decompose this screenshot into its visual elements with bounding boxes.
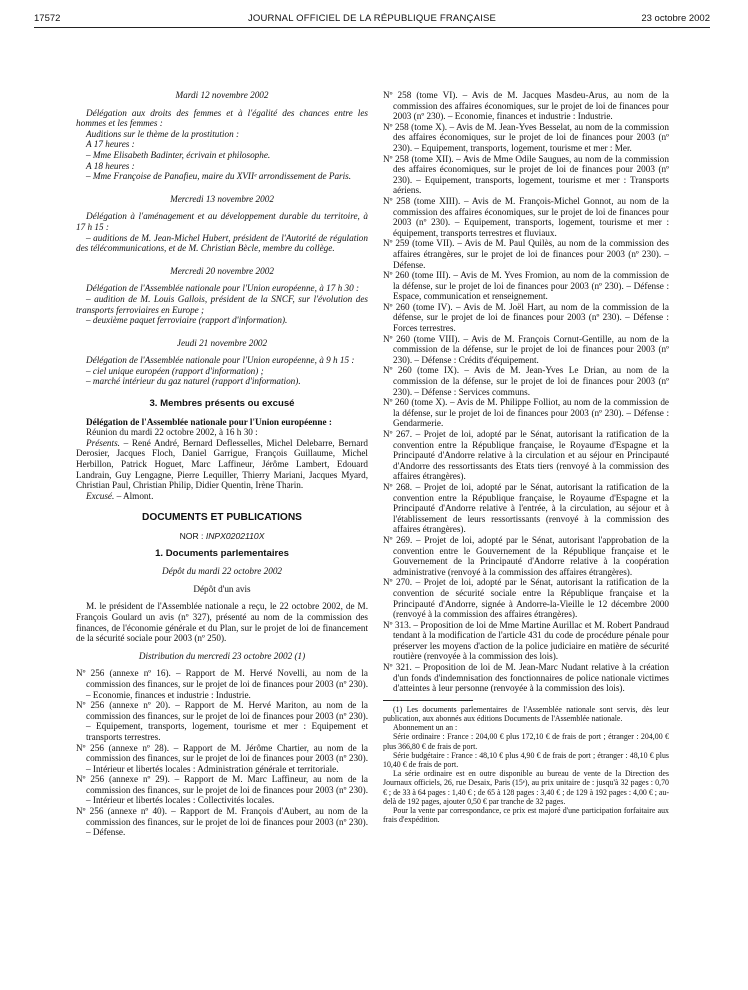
reunion-line: Réunion du mardi 22 octobre 2002, à 16 h 30 :	[86, 427, 258, 438]
page-number: 17572	[34, 13, 61, 24]
section1-heading: 1. Documents parlementaires	[155, 547, 289, 559]
depot-date: Dépôt du mardi 22 octobre 2002	[161, 566, 283, 577]
nor-value: INPX0202110X	[205, 531, 265, 541]
agenda-date: Mercredi 20 novembre 2002	[170, 265, 274, 276]
right-entries	[383, 90, 669, 694]
presents-label: Présents.	[86, 437, 120, 448]
agenda-line: A 17 heures :	[86, 139, 135, 150]
footnote-vente: La série ordinaire est en outre disponible au bureau de vente de la Direction des Journaux officiels, 26, rue Desaix, Paris (15ᵉ), au prix unitaire de : jusqu'à 32 pages : 0,70 € ; de 33 à 64 pages : 1,40 € ; de 65 à 128 pages : 3,40 € ; de 129 à 192 pages : 4,00 € ; au-delà de 192 pages, ajouter 0,50 € par tranche de 32 pages.	[383, 769, 669, 806]
document-entry: Nº 270. – Projet de loi, adopté par le Sénat, autorisant la ratification de la convention de sécurité sociale entre la République française et la Principauté d'Andorre, signée à Andorre-la-Vieille le 12 décembre 2000 (renvoyé à la commission des affaires étrangères).	[383, 577, 669, 620]
agenda-item: – auditions de M. Jean-Michel Hubert, président de l'Autorité de régulation des télécommunications, et de M. Christian Bècle, membre du collège.	[76, 232, 368, 254]
document-entry: Nº 258 (tome XIII). – Avis de M. François-Michel Gonnot, au nom de la commission des affaires économiques, sur le projet de loi de finances pour 2003 (nº 230). – Equipement, transports, logement, tourisme et mer : équipement, transports terrestres et fluviaux.	[383, 195, 669, 238]
journal-title: JOURNAL OFFICIEL DE LA RÉPUBLIQUE FRANÇAISE	[247, 13, 497, 24]
document-entry: Nº 258 (tome XII). – Avis de Mme Odile Saugues, au nom de la commission des affaires économiques, sur le projet de loi de finances pour 2003 (nº 230). – Equipement, transports, logement, tourisme et mer : Transports aériens.	[383, 153, 669, 196]
presents-paragraph	[76, 438, 368, 491]
section3-heading: 3. Membres présents ou excusé	[149, 398, 295, 410]
agenda-heading: Délégation de l'Assemblée nationale pour l'Union européenne, à 17 h 30 :	[86, 283, 360, 294]
excuse-text: – Almont.	[114, 490, 154, 501]
agenda-item: – marché intérieur du gaz naturel (rapport d'information).	[86, 376, 301, 387]
footnote-serie-ordinaire: Série ordinaire : France : 204,00 € plus 172,10 € de frais de port ; étranger : 204,00 € plus 366,80 € de frais de port.	[383, 732, 669, 751]
document-entry: Nº 259 (tome VII). – Avis de M. Paul Quilès, au nom de la commission des affaires étrangères, sur le projet de loi de finances pour 2003 (nº 230). – Défense.	[383, 238, 669, 270]
document-entry: Nº 256 (annexe nº 20). – Rapport de M. Hervé Mariton, au nom de la commission des finances, sur le projet de loi de finances pour 2003 (nº 230). – Equipement, transports, logement, tourisme et mer : Equipement et transports terrestres.	[76, 700, 368, 742]
agenda-item: – audition de M. Louis Gallois, président de la SNCF, sur l'évolution des transports ferroviaires en Europe ;	[76, 293, 368, 315]
agenda-date: Jeudi 21 novembre 2002	[176, 337, 268, 348]
document-entry: Nº 267. – Projet de loi, adopté par le Sénat, autorisant la ratification de la convention entre la République française, le Royaume d'Espagne et la Principauté d'Andorre relative à la circulation et au séjour en Principauté d'Andorre des ressortissants des Etats tiers (renvoyé à la commission des affaires étrangères).	[383, 429, 669, 482]
document-entry: Nº 256 (annexe nº 16). – Rapport de M. Hervé Novelli, au nom de la commission des finances, sur le projet de loi de finances pour 2003 (nº 230). – Economie, finances et industrie : Industrie.	[76, 668, 368, 700]
left-entries	[76, 668, 368, 838]
document-entry: Nº 260 (tome III). – Avis de M. Yves Fromion, au nom de la commission de la défense, sur le projet de loi de finances pour 2003 (nº 230). – Défense : Espace, communication et renseignement.	[383, 270, 669, 302]
document-entry: Nº 321. – Proposition de loi de M. Jean-Marc Nudant relative à la création d'un fonds d'indemnisation des fonctionnaires de police nationale victimes d'atteintes à leur personne (renvoyée à la commission des lois).	[383, 662, 669, 694]
agenda-heading: Délégation aux droits des femmes et à l'égalité des chances entre les hommes et les femmes :	[76, 107, 368, 129]
agenda-line: Auditions sur le thème de la prostitution :	[86, 128, 240, 139]
document-entry: Nº 260 (tome VIII). – Avis de M. François Cornut-Gentille, au nom de la commission de la défense, sur le projet de loi de finances pour 2003 (nº 230). – Défense : Crédits d'équipement.	[383, 333, 669, 365]
nor-line	[76, 531, 368, 542]
footnote-correspondance: Pour la vente par correspondance, ce prix est majoré d'une participation forfaitaire aux frais d'expédition.	[383, 806, 669, 825]
document-entry: Nº 260 (tome X). – Avis de M. Philippe Folliot, au nom de la commission de la défense, sur le projet de loi de finances pour 2003 (nº 230). – Défense : Gendarmerie.	[383, 397, 669, 429]
depot-text: M. le président de l'Assemblée nationale a reçu, le 22 octobre 2002, de M. François Goulard un avis (nº 327), présenté au nom de la commission des finances, de l'économie générale et du Plan, sur le projet de loi de financement de la sécurité sociale pour 2003 (nº 250).	[76, 601, 368, 644]
document-entry: Nº 260 (tome IV). – Avis de M. Joël Hart, au nom de la commission de la défense, sur le projet de loi de finances pour 2003 (nº 230). – Défense : Forces terrestres.	[383, 301, 669, 334]
delegation-title: Délégation de l'Assemblée nationale pour l'Union européenne :	[86, 416, 332, 427]
footnote-abonnement: Abonnement un an :	[393, 723, 458, 733]
document-entry: Nº 258 (tome X). – Avis de M. Jean-Yves Besselat, au nom de la commission des affaires économiques, sur le projet de loi de finances pour 2003 (nº 230). – Equipement, transports, logement, tourisme et mer : Mer.	[383, 121, 669, 153]
agenda-date: Mardi 12 novembre 2002	[175, 90, 269, 100]
document-entry: Nº 260 (tome IX). – Avis de M. Jean-Yves Le Drian, au nom de la commission de la défense, sur le projet de loi de finances pour 2003 (nº 230). – Défense : Services communs.	[383, 365, 669, 397]
issue-date: 23 octobre 2002	[641, 13, 710, 24]
agenda-item: – Mme Françoise de Panafieu, maire du XVIIᵉ arrondissement de Paris.	[86, 171, 352, 182]
left-column	[76, 90, 368, 838]
agenda-blocks	[76, 90, 368, 387]
agenda-line: A 18 heures :	[86, 160, 135, 171]
agenda-heading: Délégation à l'aménagement et au développement durable du territoire, à 17 h 15 :	[76, 211, 368, 232]
agenda-date: Mercredi 13 novembre 2002	[170, 193, 274, 204]
document-entry: Nº 268. – Projet de loi, adopté par le Sénat, autorisant la ratification de la convention entre la République française, le Royaume d'Espagne et la Principauté d'Andorre relative à l'entrée, à la circulation, au séjour et à l'établissement de leurs ressortissants (renvoyé à la commission des affaires étrangères).	[383, 481, 669, 535]
footnote-intro: (1) Les documents parlementaires de l'Assemblée nationale sont servis, dès leur publication, aux abonnés aux éditions Documents de l'Assemblée nationale.	[383, 704, 669, 724]
agenda-item: – Mme Elisabeth Badinter, écrivain et philosophe.	[86, 149, 271, 160]
header-rule	[34, 27, 710, 28]
depot-title: Dépôt d'un avis	[193, 583, 251, 594]
page-header	[34, 13, 710, 27]
document-entry: Nº 269. – Projet de loi, adopté par le Sénat, autorisant l'approbation de la convention entre le Gouvernement de la République française et le Gouvernement de la Principauté d'Andorre relative à la coopération administrative (renvoyé à la commission des affaires étrangères).	[383, 534, 669, 577]
right-column	[383, 90, 669, 824]
agenda-item: – deuxième paquet ferroviaire (rapport d'information).	[86, 315, 288, 326]
excuse-paragraph	[76, 491, 368, 502]
document-entry: Nº 256 (annexe nº 40). – Rapport de M. François d'Aubert, au nom de la commission des finances, sur le projet de loi de finances pour 2003 (nº 230). – Défense.	[76, 806, 368, 838]
documents-heading: DOCUMENTS ET PUBLICATIONS	[142, 512, 302, 524]
presents-text: – René André, Bernard Deflesselles, Michel Delebarre, Bernard Derosier, Jacques Floch, Daniel Garrigue, François Guillaume, Michel Herbillon, Patrick Hoguet, Marc Laffineur, Jérôme Lambert, Edouard Landrain, Guy Lengagne, Pierre Lequiller, Thierry Mariani, Jacques Myard, Christian Paul, Christian Philip, Didier Quentin, Irène Tharin.	[76, 437, 368, 491]
excuse-label: Excusé.	[86, 490, 115, 501]
footnote-rule	[383, 700, 473, 701]
document-entry: Nº 258 (tome VI). – Avis de M. Jacques Masdeu-Arus, au nom de la commission des affaires économiques, sur le projet de loi de finances pour 2003 (nº 230). – Economie, finances et industrie : Industrie.	[383, 90, 669, 122]
footnote-serie-budgetaire: Série budgétaire : France : 48,10 € plus 4,90 € de frais de port ; étranger : 48,10 € plus 10,40 € de frais de port.	[383, 750, 669, 770]
nor-label: NOR :	[179, 531, 206, 541]
distribution-date: Distribution du mercredi 23 octobre 2002 (1)	[138, 650, 306, 661]
document-entry: Nº 313. – Proposition de loi de Mme Martine Aurillac et M. Robert Pandraud tendant à la modification de l'article 431 du code de procédure pénale pour préserver les moyens d'action de la police judiciaire en matière de sécurité routière (renvoyée à la commission des lois).	[383, 619, 669, 662]
agenda-heading: Délégation de l'Assemblée nationale pour l'Union européenne, à 9 h 15 :	[86, 355, 355, 366]
document-entry: Nº 256 (annexe nº 28). – Rapport de M. Jérôme Chartier, au nom de la commission des finances, sur le projet de loi de finances pour 2003 (nº 230). – Intérieur et libertés locales : Administration générale et territoriale.	[76, 742, 368, 774]
footnote	[383, 705, 669, 825]
document-entry: Nº 256 (annexe nº 29). – Rapport de M. Marc Laffineur, au nom de la commission des finances, sur le projet de loi de finances pour 2003 (nº 230). – Intérieur et libertés locales : Collectivités locales.	[76, 774, 368, 806]
agenda-item: – ciel unique européen (rapport d'information) ;	[86, 365, 264, 376]
